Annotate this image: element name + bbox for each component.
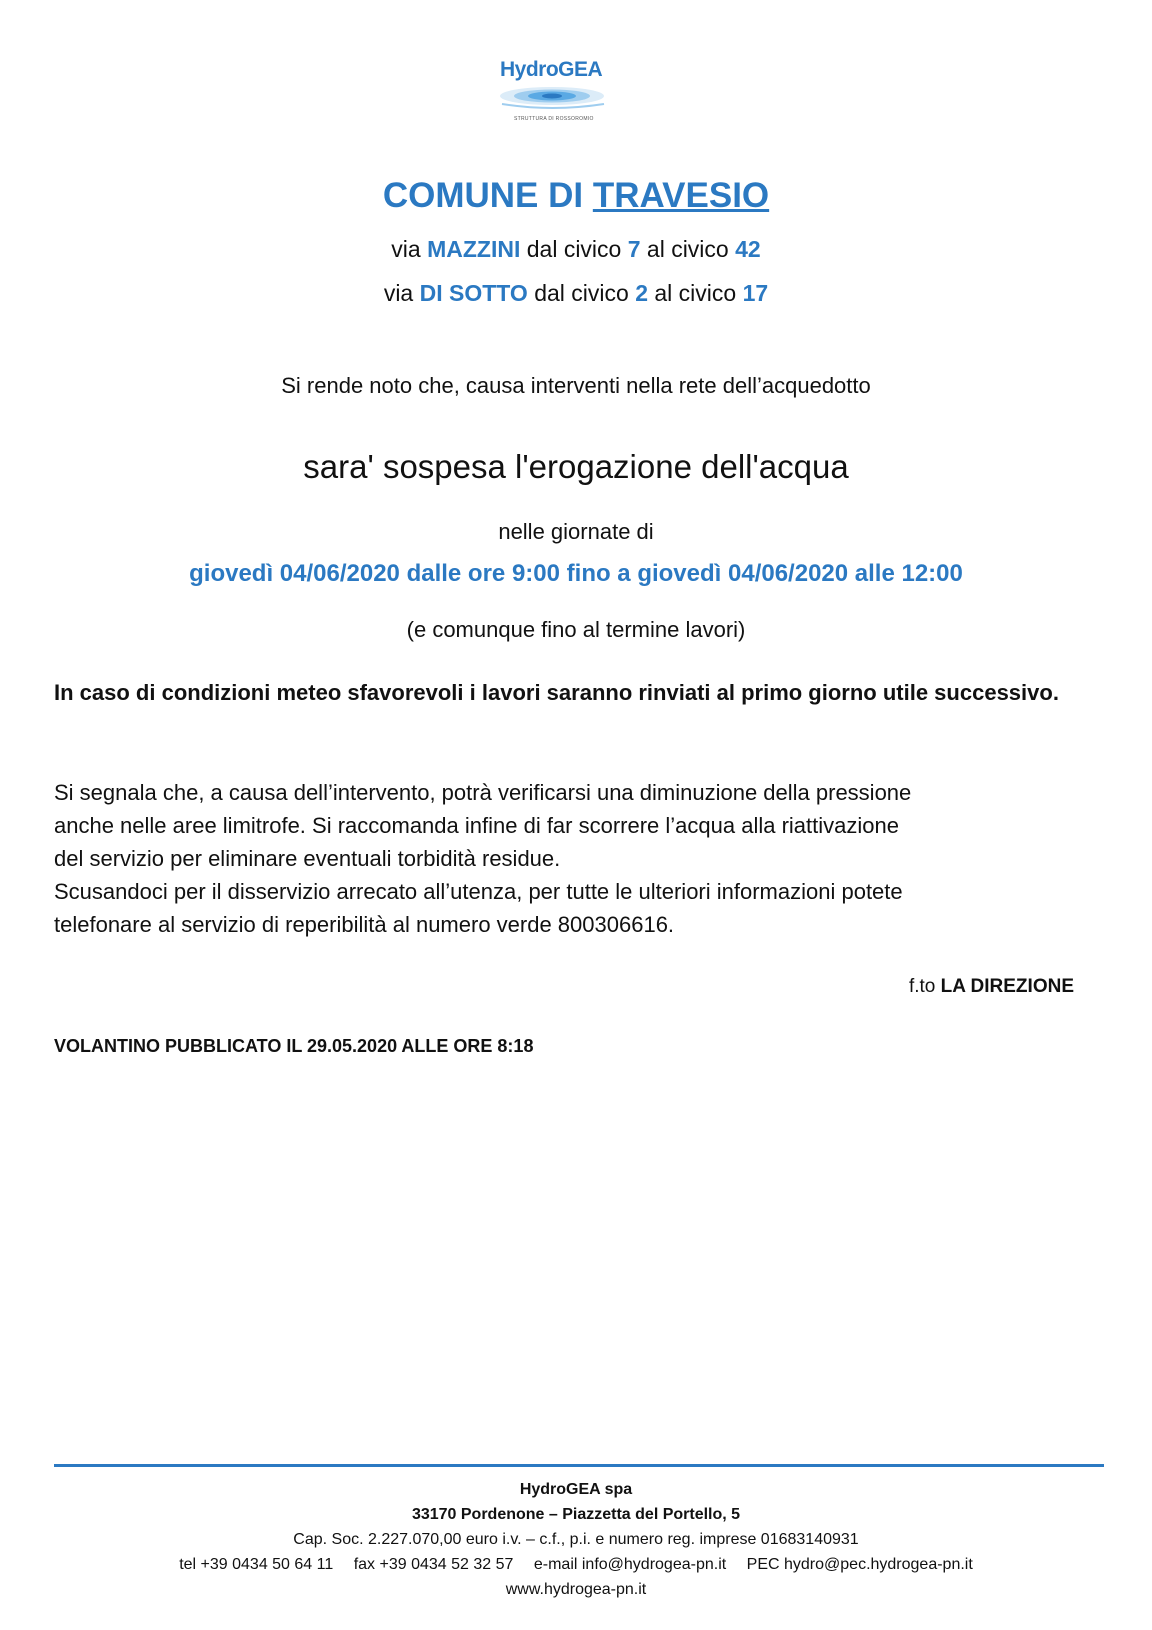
to-label: al civico: [640, 236, 736, 262]
from-label: dal civico: [520, 236, 628, 262]
street-name: DI SOTTO: [419, 280, 528, 306]
until-end-note: (e comunque fino al termine lavori): [406, 617, 746, 642]
town-name: TRAVESIO: [592, 176, 770, 215]
footer-company: HydroGEA spa: [519, 1481, 633, 1498]
suspension-heading: sara' sospesa l'erogazione dell'acqua: [303, 448, 849, 485]
from-number: 2: [635, 280, 648, 306]
weather-note: In caso di condizioni meteo sfavorevoli i lavori saranno rinviati al primo giorno utile successivo.: [54, 680, 1059, 705]
via-label: via: [383, 280, 420, 306]
footer-fax: fax +39 0434 52 32 57: [353, 1556, 514, 1573]
body-paragraph: [54, 776, 1104, 941]
hydrogea-logo: [492, 54, 632, 132]
footer-capital: Cap. Soc. 2.227.070,00 euro i.v. – c.f., p.i. e numero reg. imprese 01683140931: [293, 1531, 859, 1548]
notice-text: Si rende noto che, causa interventi nella rete dell’acquedotto: [281, 373, 871, 398]
footer-divider: [54, 1464, 1104, 1467]
street-line-1: [0, 236, 1152, 263]
body-line: del servizio per eliminare eventuali torbidità residue.: [54, 846, 561, 871]
from-number: 7: [627, 236, 641, 262]
water-drop-icon: [492, 82, 632, 132]
footer-tel: tel +39 0434 50 64 11: [179, 1556, 334, 1573]
logo-name: HydroGEA: [500, 58, 603, 81]
via-label: via: [391, 236, 428, 262]
days-label: nelle giornate di: [498, 519, 654, 544]
body-line: telefonare al servizio di reperibilità al numero verde 800306616.: [54, 912, 675, 937]
street-name: MAZZINI: [427, 236, 521, 262]
logo-tagline: STRUTTURA DI ROSSOROMIO: [514, 116, 594, 122]
published-date: VOLANTINO PUBBLICATO IL 29.05.2020 ALLE ORE 8:18: [54, 1036, 534, 1056]
signature-name: LA DIREZIONE: [940, 976, 1074, 997]
footer-contacts: [0, 1556, 1152, 1574]
body-line: Scusandoci per il disservizio arrecato all’utenza, per tutte le ulteriori informazioni potete: [54, 879, 903, 904]
footer-address: 33170 Pordenone – Piazzetta del Portello, 5: [411, 1506, 741, 1523]
street-line-2: [0, 280, 1152, 307]
page-title: [0, 176, 1152, 216]
footer-email: e-mail info@hydrogea-pn.it: [533, 1556, 727, 1573]
footer-website: www.hydrogea-pn.it: [505, 1581, 647, 1598]
to-number: 17: [742, 280, 769, 306]
body-line: Si segnala che, a causa dell’intervento, potrà verificarsi una diminuzione della pressione: [54, 780, 912, 805]
to-number: 42: [735, 236, 761, 262]
signature-prefix: f.to: [908, 976, 941, 997]
to-label: al civico: [647, 280, 743, 306]
footer-pec: PEC hydro@pec.hydrogea-pn.it: [746, 1556, 973, 1573]
signature: [909, 976, 1074, 998]
from-label: dal civico: [527, 280, 636, 306]
body-line: anche nelle aree limitrofe. Si raccomanda infine di far scorrere l’acqua alla riattivazione: [54, 813, 899, 838]
date-range: giovedì 04/06/2020 dalle ore 9:00 fino a giovedì 04/06/2020 alle 12:00: [189, 560, 963, 587]
title-prefix: COMUNE DI: [382, 176, 593, 215]
